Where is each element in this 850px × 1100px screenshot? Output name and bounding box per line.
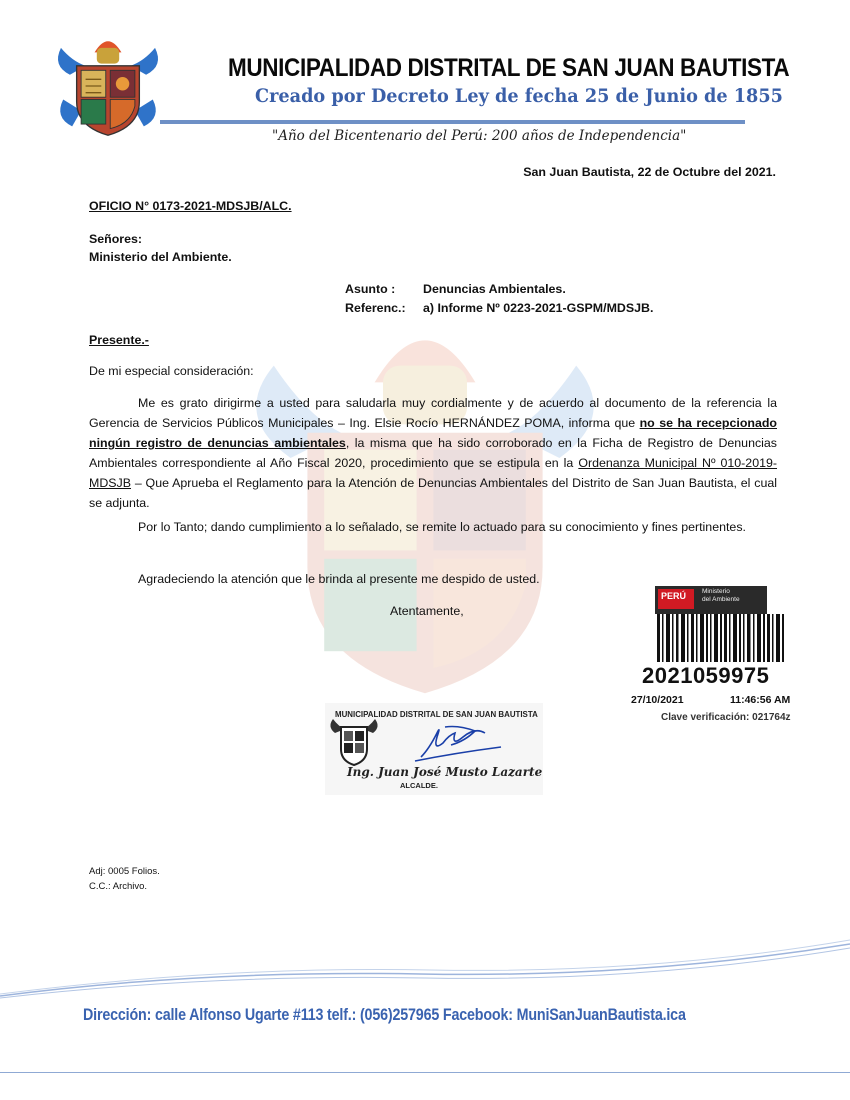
paragraph-2-text: Por lo Tanto; dando cumplimiento a lo señalado, se remite lo actuado para su conocimiento y fines pertinentes. <box>138 520 746 534</box>
registry-date: 27/10/2021 <box>631 694 684 706</box>
reference-label: Referenc.: <box>345 301 406 315</box>
subject-label: Asunto : <box>345 282 396 296</box>
recipient-salutation: Señores: <box>89 232 143 246</box>
verification-key: Clave verificación: 021764z <box>661 712 791 723</box>
letter-date: San Juan Bautista, 22 de Octubre del 2021. <box>523 165 776 179</box>
footer-divider <box>0 1072 850 1073</box>
municipality-title: MUNICIPALIDAD DISTRITAL DE SAN JUAN BAUTISTA <box>228 54 790 82</box>
stamp-country: PERÚ <box>661 591 687 601</box>
paragraph-1-text-c: – Que Aprueba el Reglamento para la Atención de Denuncias Ambientales del Distrito de San Juan Bautista, el cual se adjunta. <box>89 476 777 510</box>
signature-stamp <box>325 703 543 795</box>
footer-contact: Dirección: calle Alfonso Ugarte #113 telf.: (056)257965 Facebook: MuniSanJuanBautista.ica <box>83 1005 686 1024</box>
oficio-number: OFICIO N° 0173-2021-MDSJB/ALC. <box>89 199 292 213</box>
attachments-note: Adj: 0005 Folios. <box>89 866 160 877</box>
body-paragraph-1 <box>89 393 777 513</box>
stamp-ministry-line-1: Ministerio <box>702 588 730 595</box>
ordinance-reference: Ordenanza Municipal Nº 010-2019-MDSJB <box>89 456 778 490</box>
recipient-name: Ministerio del Ambiente. <box>89 250 232 264</box>
presente-heading: Presente.- <box>89 333 149 347</box>
paragraph-1-emphasis: no se ha recepcionado ningún registro de denuncias ambientales <box>89 416 777 450</box>
paragraph-1-text-a: Me es grato dirigirme a usted para saludarla muy cordialmente y de acuerdo al documento de la referencia la Gerencia de Servicios Públicos Municipales – Ing. Elsie Rocío HERNÁNDEZ POMA, informa que <box>89 396 777 430</box>
year-motto: "Año del Bicentenario del Perú: 200 años de Independencia" <box>272 128 687 144</box>
municipal-crest-icon <box>52 30 164 142</box>
signer-role: ALCALDE. <box>400 781 438 790</box>
signer-name: Ing. Juan José Musto Lazarte <box>347 765 543 779</box>
body-paragraph-3: Agradeciendo la atención que le brinda al presente me despido de usted. <box>138 572 540 586</box>
registry-time: 11:46:56 AM <box>730 694 791 706</box>
municipality-subtitle: Creado por Decreto Ley de fecha 25 de Junio de 1855 <box>255 85 783 107</box>
closing-line: Atentamente, <box>390 604 464 618</box>
paragraph-1-text-b: , la misma que ha sido corroborado en la Ficha de Registro de Denuncias Ambientales correspondiente al Año Fiscal 2020, procedimiento que se estipula en la <box>89 436 777 470</box>
stamp-ministry-line-2: del Ambiente <box>702 596 740 603</box>
footer-wave-decoration <box>0 930 850 1000</box>
subject-value: Denuncias Ambientales. <box>423 282 566 296</box>
stamp-institution: MUNICIPALIDAD DISTRITAL DE SAN JUAN BAUTISTA <box>335 709 538 719</box>
stamp-ministry <box>702 588 764 604</box>
greeting-line: De mi especial consideración: <box>89 364 254 378</box>
header-divider <box>160 120 745 124</box>
reference-value: a) Informe Nº 0223-2021-GSPM/MDSJB. <box>423 301 654 315</box>
barcode-icon <box>655 614 785 662</box>
body-paragraph-2 <box>89 517 777 537</box>
copy-note: C.C.: Archivo. <box>89 881 148 892</box>
registry-number: 2021059975 <box>642 663 770 688</box>
